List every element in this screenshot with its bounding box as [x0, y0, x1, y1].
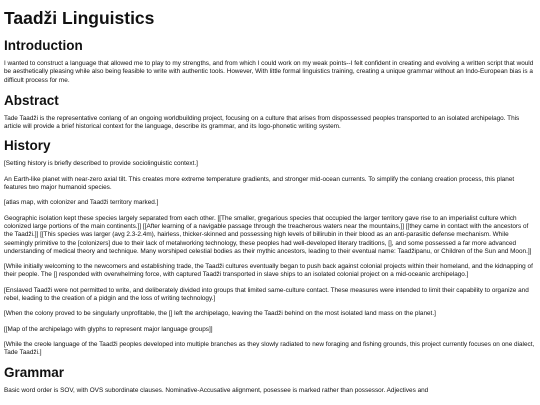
history-paragraph: An Earth-like planet with near-zero axial tilt. This creates more extreme temperature gradients, and stronger mid-ocean currents. To simplify the conlang creation process, this planet features two major humanoid species.: [4, 175, 515, 192]
history-paragraph: [Enslaved Taadži were not permitted to write, and deliberately divided into groups that limited same-culture contact. These measures were intended to limit their capability to organize and rebel, leading to the creation of a pidgin and the loss of writing technology.]: [4, 286, 529, 303]
introduction-heading: Introduction: [4, 38, 83, 53]
history-paragraph: [When the colony proved to be singularly unprofitable, the [] left the archipelago, leaving the Taadži behind on the most isolated land mass on the planet.]: [4, 310, 436, 318]
abstract-paragraph: Tade Taadži is the representative conlang of an ongoing worldbuilding project, focusing on a culture that arises from dispossessed peoples transported to an isolated archipelago. This article will provide a brief historical context for the language, describe its grammar, and its logo-phonetic writing system.: [4, 114, 520, 131]
history-paragraph: [While initially welcoming to the newcomers and establishing trade, the Taadži cultures eventually began to push back against colonial projects within their homeland, and the kidnapping of their people. The [] responded with overwhelming force, with captured Taadži transported in slave ships to an isolated colonial project on a mid-oceanic archipelago.]: [4, 263, 533, 279]
page-title: Taadži Linguistics: [4, 8, 155, 28]
history-paragraph: [Setting history is briefly described to provide sociolinguistic context.]: [4, 160, 198, 168]
grammar-heading: Grammar: [4, 364, 65, 380]
introduction-paragraph: I wanted to construct a language that allowed me to play to my strengths, and from which I could work on my weak points--I felt confident in creating and evolving a written script that would be aesthetically pleasing while also being feasible to write with authentic tools. However, With little formal linguistics training, creating a unique grammar without an Indo-European bias is a difficult process for me.: [4, 60, 534, 84]
history-paragraph: [atlas map, with colonizer and Taadži territory marked.]: [4, 199, 159, 207]
history-paragraph: Geographic isolation kept these species largely separated from each other. [[The smaller, gregarious species that occupied the larger territory gave rise to an imperialist culture which colonized large portions of the main continents.]] [[After learning of a navigable passage through the treacherous waters near the mountains,]] [[they came in contact with the ancestors of the Taadži.]] [[This species was larger (avg 2.3-2.4m), hairless, thicker-skinned and possessing high levels of billirubin in their blood as an anti-parasitic defense mechanism. While seemingly primitive to the [colonizers] due to their lack of metalworking technology, these peoples had well-developed literary traditions, [], and some possessed a far more advanced understanding of medical theory and technique. Many worshiped celestial bodies as their mythic ancestors, leading to their eventual name: Taadžipanu, or Children of the Sun and Moon.]]: [4, 214, 532, 255]
history-paragraph: [While the creole language of the Taadži peoples developed into multiple branches as they slowly radiated to new foraging and fishing grounds, this project currently focuses on one dialect, Tade Taadži.]: [4, 340, 535, 357]
history-paragraph: [[Map of the archipelago with glyphs to represent major language groups]]: [4, 325, 213, 333]
abstract-heading: Abstract: [4, 92, 59, 108]
history-heading: History: [4, 138, 51, 154]
grammar-paragraph: Basic word order is SOV, with OVS subordinate clauses. Nominative-Accusative alignment, posessee is marked rather than possessor. Adjectives and: [4, 386, 429, 394]
